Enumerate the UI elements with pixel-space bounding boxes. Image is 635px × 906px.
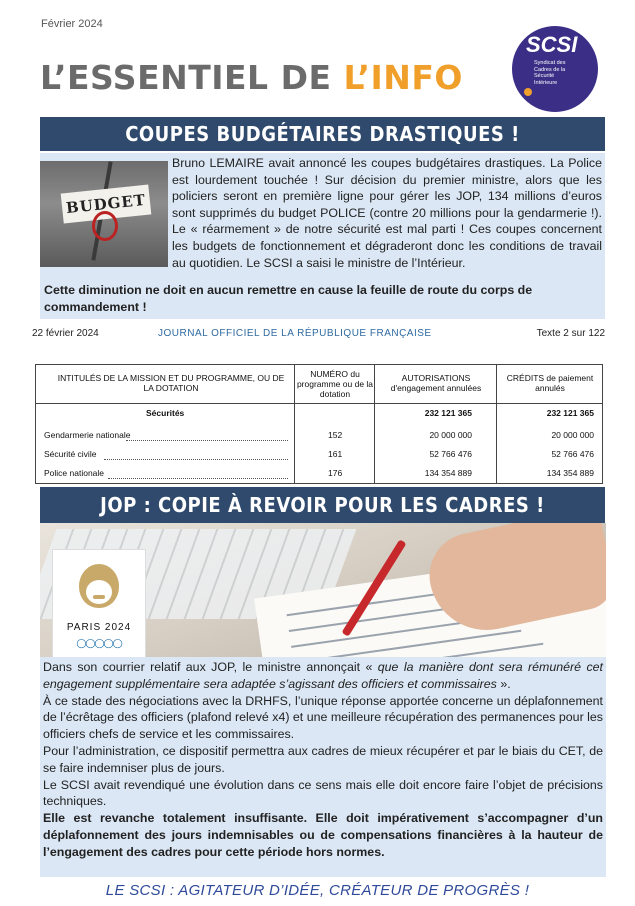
section2-paragraph: Pour l’administration, ce dispositif permettra aux cadres de mieux récupérer et par le biais du CET, de se faire indemniser plus de jours. <box>43 743 603 775</box>
journal-name: JOURNAL OFFICIEL DE LA RÉPUBLIQUE FRANÇAISE <box>158 328 432 339</box>
section1-bold-paragraph: Cette diminution ne doit en aucun remettre en cause la feuille de route du corps de commandement ! <box>44 283 533 314</box>
table-header-cp: CRÉDITS de paiement annulés <box>506 373 594 393</box>
table-col-divider <box>496 365 497 483</box>
table-row-cp: 134 354 889 <box>546 468 594 478</box>
dotted-leader <box>104 459 288 460</box>
section2-bold-paragraph: Elle est revanche totalement insuffisante. Elle doit impérativement s’accompagner d’un déplafonnement des jours indemnisables ou de compensations financières à la hauteur de l’engagement des cadres pour cette période hors normes. <box>43 811 603 859</box>
table-col-divider <box>374 365 375 483</box>
logo-acronym: SCSI <box>526 32 578 57</box>
table-header-number: NUMÉRO du programme ou de la dotation <box>296 369 374 399</box>
journal-date: 22 février 2024 <box>32 328 99 339</box>
section1-heading: COUPES BUDGÉTAIRES DRASTIQUES ! <box>40 117 605 151</box>
section2-heading: JOP : COPIE À REVOIR POUR LES CADRES ! <box>40 487 605 523</box>
section2-paragraph: Le SCSI avait revendiqué une évolution dans ce sens mais elle doit encore faire l’objet de précisions techniques. <box>43 777 603 809</box>
issue-date: Février 2024 <box>41 18 103 30</box>
logo-subtitle: Syndicat des Cadres de la Sécurité Intérieure <box>534 60 566 86</box>
paris-2024-logo <box>52 549 146 657</box>
table-header-ae: AUTORISATIONS d'engagement annulées <box>390 373 482 393</box>
section2-box <box>40 657 606 877</box>
table-row-cp: 20 000 000 <box>551 430 594 440</box>
table-row-label: Sécurité civile <box>44 449 97 459</box>
table-row-label: Police nationale <box>44 468 105 478</box>
title-part2: L’INFO <box>343 58 463 97</box>
footer-slogan: LE SCSI : AGITATEUR D’IDÉE, CRÉATEUR DE PROGRÈS ! <box>105 882 530 899</box>
mission-label: Sécurités <box>146 408 185 418</box>
table-header-label: INTITULÉS DE LA MISSION ET DU PROGRAMME, OU DE LA DOTATION <box>57 373 285 393</box>
section1-box <box>40 153 605 319</box>
budget-table <box>35 364 603 484</box>
mission-cp: 232 121 365 <box>546 408 594 418</box>
section2-paragraph: À ce stade des négociations avec la DRHFS, l’unique réponse apportée concerne un déplafonnement de l’écrêtage des officiers (plafond relevé x4) et une meilleure récupération des permanences pour les officiers chefs de service et les commissaires. <box>43 693 603 742</box>
table-row-number: 176 <box>328 468 343 478</box>
scsi-logo <box>512 26 598 112</box>
budget-image <box>40 161 168 267</box>
table-divider <box>36 403 602 404</box>
paris-logo-text: PARIS 2024 <box>66 622 132 633</box>
section1-paragraph: Bruno LEMAIRE avait annoncé les coupes budgétaires drastiques. La Police est lourdement touchée ! Sur décision du premier ministre, alors que les policiers seront en première ligne pour gérer les JOP, 134 millions d’euros sont supprimés du budget POLICE (contre 20 millions pour la gendarmerie !). Le « réarmement » de notre sécurité est mal parti ! Ces coupes concernent les budgets de fonctionnement et dégraderont donc les conditions de travail au quotidien. Le SCSI a saisi le ministre de l’Intérieur. <box>172 156 602 270</box>
writing-photo <box>40 523 606 657</box>
table-row-number: 152 <box>328 430 343 440</box>
logo-dot-icon <box>524 88 532 96</box>
scissors-handle-icon <box>92 211 118 241</box>
table-col-divider <box>294 365 295 483</box>
page-title <box>40 58 463 97</box>
table-row-ae: 134 354 889 <box>424 468 472 478</box>
olympic-rings-icon: ◯◯◯◯◯ <box>76 638 122 648</box>
table-row-ae: 52 766 476 <box>429 449 472 459</box>
dotted-leader <box>108 478 288 479</box>
budget-card: BUDGET <box>61 184 152 223</box>
table-row-number: 161 <box>328 449 343 459</box>
title-part1: L’ESSENTIEL DE <box>40 58 344 97</box>
dotted-leader <box>126 440 288 441</box>
journal-ref: Texte 2 sur 122 <box>536 328 605 339</box>
table-row-cp: 52 766 476 <box>551 449 594 459</box>
mission-ae: 232 121 365 <box>424 408 472 418</box>
table-row-ae: 20 000 000 <box>429 430 472 440</box>
journal-header <box>32 328 605 342</box>
table-row-label: Gendarmerie nationale <box>44 430 131 440</box>
section2-paragraph: Dans son courrier relatif aux JOP, le ministre annonçait « que la manière dont sera rémunéré cet engagement supplémentaire sera adaptée s’agissant des officiers et commissaires ». <box>43 660 603 691</box>
